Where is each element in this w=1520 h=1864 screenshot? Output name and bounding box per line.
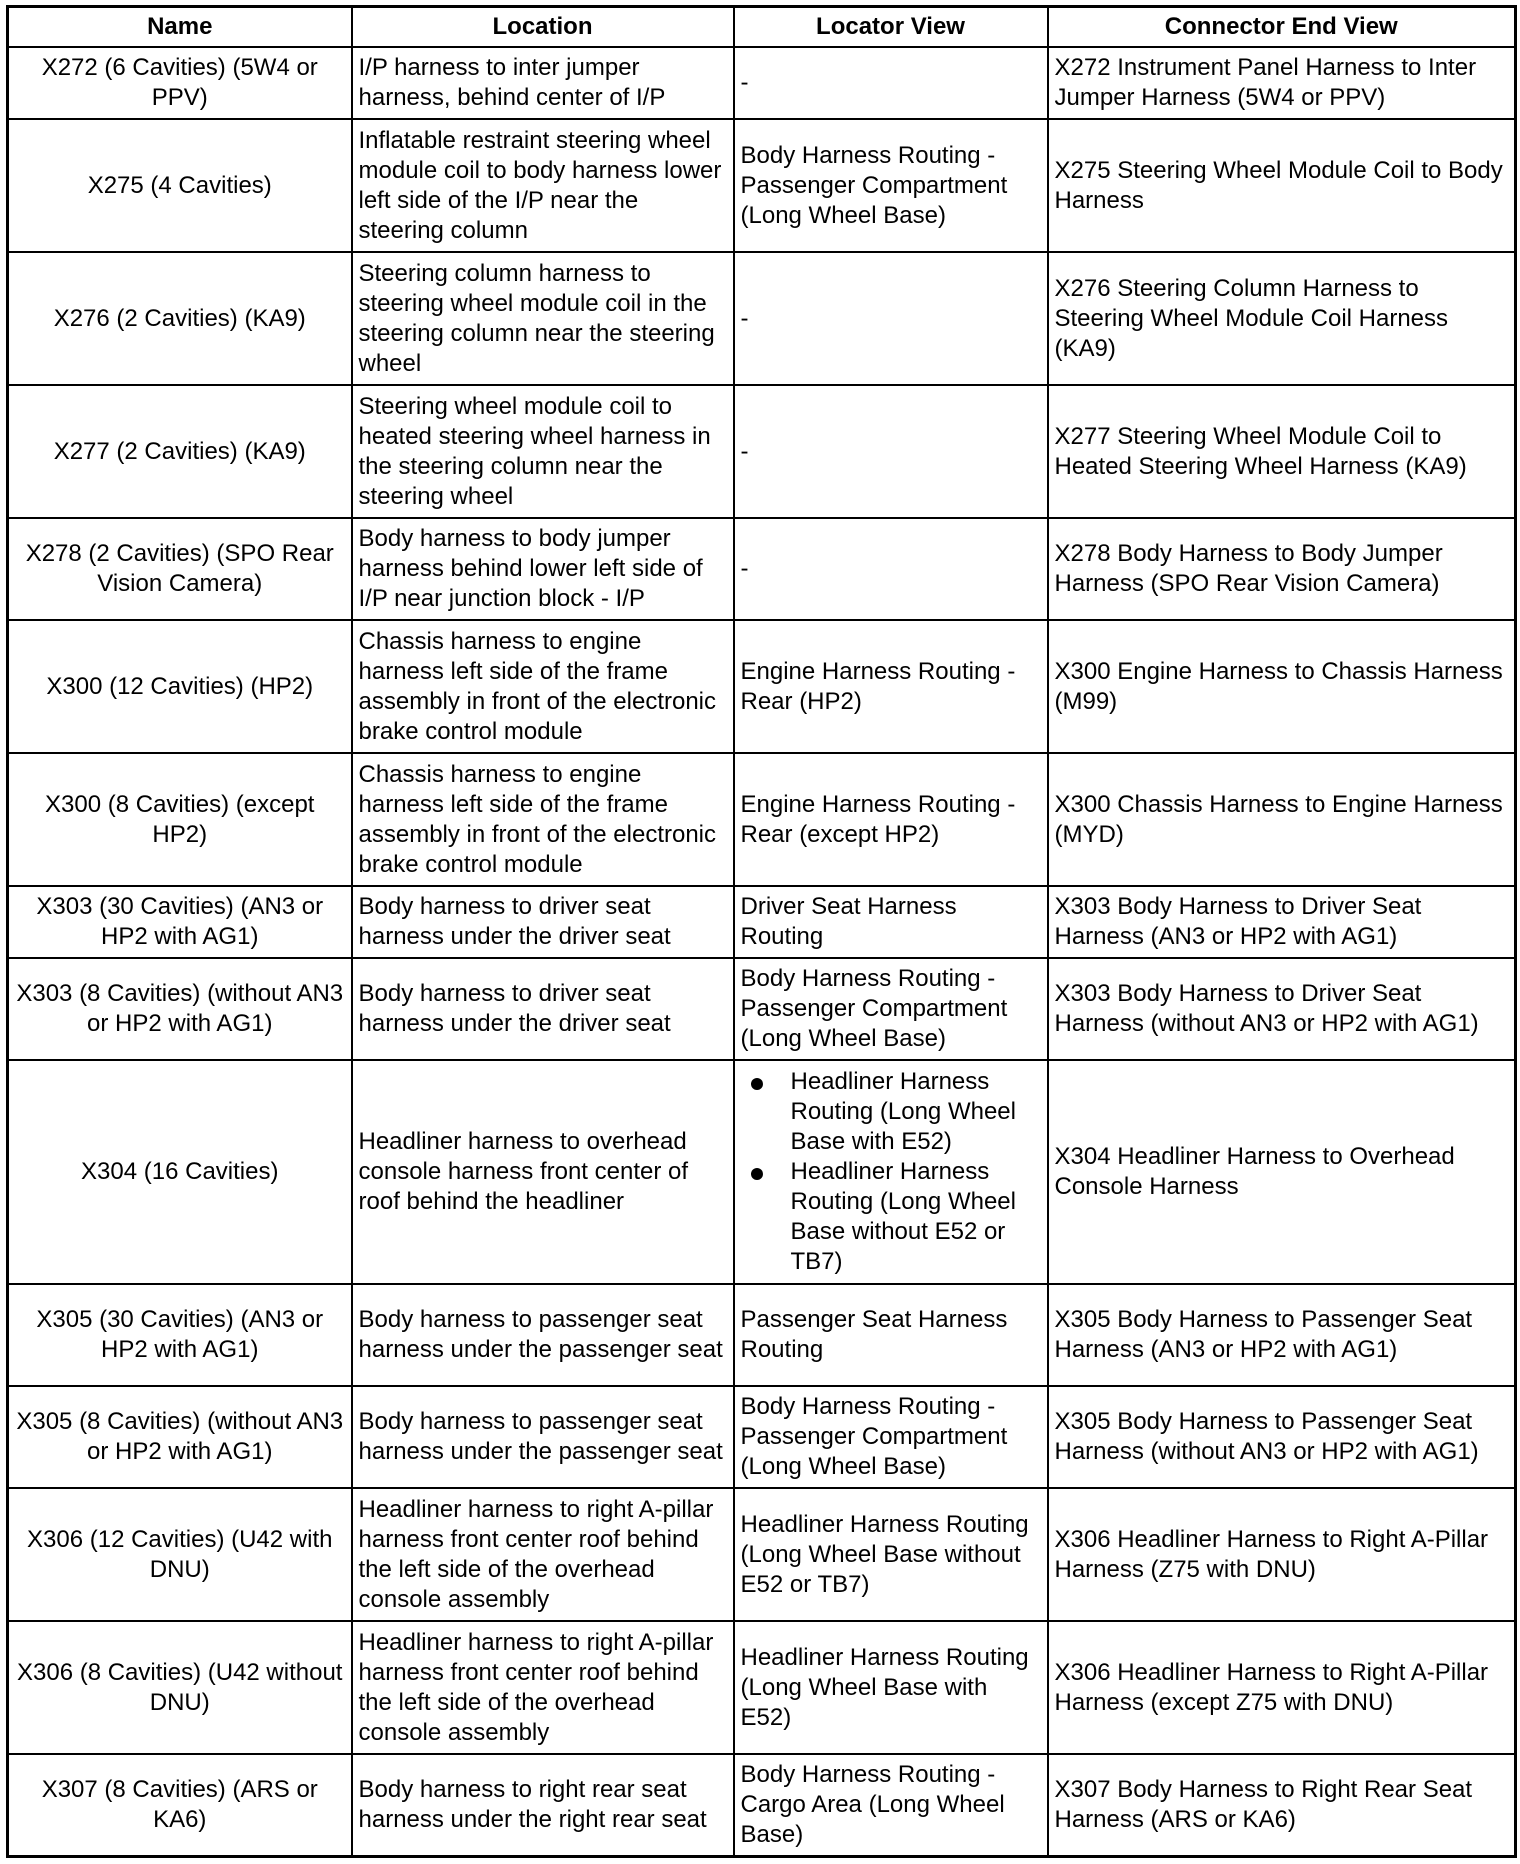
cell-location: Headliner harness to right A-pillar harness front center roof behind the left side of the overhead console assembly bbox=[352, 1621, 734, 1754]
cell-connector-end-view: X305 Body Harness to Passenger Seat Harness (without AN3 or HP2 with AG1) bbox=[1048, 1386, 1516, 1488]
cell-name: X303 (8 Cavities) (without AN3 or HP2 with AG1) bbox=[8, 958, 352, 1060]
table-row bbox=[8, 119, 1516, 252]
cell-location: Body harness to body jumper harness behind lower left side of I/P near junction block - I/P bbox=[352, 518, 734, 620]
header-connector-end-view: Connector End View bbox=[1048, 7, 1516, 48]
table-row bbox=[8, 47, 1516, 119]
cell-locator-view: Passenger Seat Harness Routing bbox=[734, 1284, 1048, 1386]
cell-location: Steering column harness to steering wheel module coil in the steering column near the steering wheel bbox=[352, 252, 734, 385]
cell-name: X303 (30 Cavities) (AN3 or HP2 with AG1) bbox=[8, 886, 352, 958]
table-row bbox=[8, 1488, 1516, 1621]
cell-connector-end-view: X306 Headliner Harness to Right A-Pillar Harness (Z75 with DNU) bbox=[1048, 1488, 1516, 1621]
cell-locator-view bbox=[734, 1060, 1048, 1284]
table-row bbox=[8, 1284, 1516, 1386]
cell-name: X278 (2 Cavities) (SPO Rear Vision Camera) bbox=[8, 518, 352, 620]
cell-location: Body harness to right rear seat harness under the right rear seat bbox=[352, 1754, 734, 1856]
table-row bbox=[8, 1060, 1516, 1284]
cell-connector-end-view: X300 Engine Harness to Chassis Harness (M99) bbox=[1048, 620, 1516, 753]
cell-name: X275 (4 Cavities) bbox=[8, 119, 352, 252]
cell-location: Body harness to passenger seat harness under the passenger seat bbox=[352, 1386, 734, 1488]
table-row bbox=[8, 753, 1516, 886]
cell-locator-view: Body Harness Routing - Passenger Compartment (Long Wheel Base) bbox=[734, 958, 1048, 1060]
list-item bbox=[791, 1157, 1041, 1277]
cell-connector-end-view: X272 Instrument Panel Harness to Inter Jumper Harness (5W4 or PPV) bbox=[1048, 47, 1516, 119]
table-row bbox=[8, 385, 1516, 518]
table-row bbox=[8, 886, 1516, 958]
table-row bbox=[8, 1621, 1516, 1754]
cell-name: X305 (8 Cavities) (without AN3 or HP2 with AG1) bbox=[8, 1386, 352, 1488]
cell-name: X306 (12 Cavities) (U42 with DNU) bbox=[8, 1488, 352, 1621]
cell-name: X300 (8 Cavities) (except HP2) bbox=[8, 753, 352, 886]
cell-connector-end-view: X303 Body Harness to Driver Seat Harness (without AN3 or HP2 with AG1) bbox=[1048, 958, 1516, 1060]
cell-connector-end-view: X305 Body Harness to Passenger Seat Harness (AN3 or HP2 with AG1) bbox=[1048, 1284, 1516, 1386]
header-locator-view: Locator View bbox=[734, 7, 1048, 48]
cell-location: Body harness to driver seat harness under the driver seat bbox=[352, 958, 734, 1060]
cell-locator-view: - bbox=[734, 518, 1048, 620]
cell-location: Chassis harness to engine harness left side of the frame assembly in front of the electronic brake control module bbox=[352, 753, 734, 886]
bullet-icon bbox=[751, 1168, 763, 1180]
connector-table bbox=[6, 5, 1517, 1858]
cell-name: X272 (6 Cavities) (5W4 or PPV) bbox=[8, 47, 352, 119]
cell-connector-end-view: X275 Steering Wheel Module Coil to Body Harness bbox=[1048, 119, 1516, 252]
cell-name: X277 (2 Cavities) (KA9) bbox=[8, 385, 352, 518]
cell-location: Chassis harness to engine harness left side of the frame assembly in front of the electronic brake control module bbox=[352, 620, 734, 753]
bullet-icon bbox=[751, 1078, 763, 1090]
table-row bbox=[8, 1754, 1516, 1856]
cell-location: Body harness to passenger seat harness under the passenger seat bbox=[352, 1284, 734, 1386]
cell-location: Inflatable restraint steering wheel module coil to body harness lower left side of the I/P near the steering column bbox=[352, 119, 734, 252]
cell-location: Steering wheel module coil to heated steering wheel harness in the steering column near the steering wheel bbox=[352, 385, 734, 518]
cell-locator-view: Engine Harness Routing - Rear (HP2) bbox=[734, 620, 1048, 753]
cell-connector-end-view: X277 Steering Wheel Module Coil to Heated Steering Wheel Harness (KA9) bbox=[1048, 385, 1516, 518]
cell-name: X307 (8 Cavities) (ARS or KA6) bbox=[8, 1754, 352, 1856]
cell-locator-view: Engine Harness Routing - Rear (except HP2) bbox=[734, 753, 1048, 886]
cell-connector-end-view: X278 Body Harness to Body Jumper Harness (SPO Rear Vision Camera) bbox=[1048, 518, 1516, 620]
cell-locator-view: Body Harness Routing - Cargo Area (Long Wheel Base) bbox=[734, 1754, 1048, 1856]
list-item-text: Headliner Harness Routing (Long Wheel Base without E52 or TB7) bbox=[790, 1158, 1016, 1275]
cell-locator-view: Body Harness Routing - Passenger Compartment (Long Wheel Base) bbox=[734, 1386, 1048, 1488]
cell-connector-end-view: X303 Body Harness to Driver Seat Harness (AN3 or HP2 with AG1) bbox=[1048, 886, 1516, 958]
cell-locator-view: - bbox=[734, 47, 1048, 119]
header-row bbox=[8, 7, 1516, 48]
cell-connector-end-view: X276 Steering Column Harness to Steering Wheel Module Coil Harness (KA9) bbox=[1048, 252, 1516, 385]
cell-locator-view: Headliner Harness Routing (Long Wheel Base without E52 or TB7) bbox=[734, 1488, 1048, 1621]
table-row bbox=[8, 620, 1516, 753]
table-row bbox=[8, 252, 1516, 385]
table-row bbox=[8, 1386, 1516, 1488]
cell-location: Body harness to driver seat harness under the driver seat bbox=[352, 886, 734, 958]
cell-location: I/P harness to inter jumper harness, behind center of I/P bbox=[352, 47, 734, 119]
cell-name: X306 (8 Cavities) (U42 without DNU) bbox=[8, 1621, 352, 1754]
locator-view-list bbox=[741, 1067, 1041, 1277]
cell-connector-end-view: X304 Headliner Harness to Overhead Console Harness bbox=[1048, 1060, 1516, 1284]
header-location: Location bbox=[352, 7, 734, 48]
list-item-text: Headliner Harness Routing (Long Wheel Base with E52) bbox=[790, 1068, 1016, 1155]
list-item bbox=[791, 1067, 1041, 1157]
cell-connector-end-view: X300 Chassis Harness to Engine Harness (MYD) bbox=[1048, 753, 1516, 886]
cell-locator-view: Body Harness Routing - Passenger Compartment (Long Wheel Base) bbox=[734, 119, 1048, 252]
cell-locator-view: - bbox=[734, 385, 1048, 518]
header-name: Name bbox=[8, 7, 352, 48]
cell-location: Headliner harness to overhead console harness front center of roof behind the headliner bbox=[352, 1060, 734, 1284]
cell-name: X276 (2 Cavities) (KA9) bbox=[8, 252, 352, 385]
cell-location: Headliner harness to right A-pillar harness front center roof behind the left side of the overhead console assembly bbox=[352, 1488, 734, 1621]
cell-locator-view: - bbox=[734, 252, 1048, 385]
cell-name: X304 (16 Cavities) bbox=[8, 1060, 352, 1284]
table-row bbox=[8, 958, 1516, 1060]
cell-locator-view: Headliner Harness Routing (Long Wheel Base with E52) bbox=[734, 1621, 1048, 1754]
cell-locator-view: Driver Seat Harness Routing bbox=[734, 886, 1048, 958]
cell-connector-end-view: X307 Body Harness to Right Rear Seat Harness (ARS or KA6) bbox=[1048, 1754, 1516, 1856]
cell-name: X305 (30 Cavities) (AN3 or HP2 with AG1) bbox=[8, 1284, 352, 1386]
cell-connector-end-view: X306 Headliner Harness to Right A-Pillar Harness (except Z75 with DNU) bbox=[1048, 1621, 1516, 1754]
cell-name: X300 (12 Cavities) (HP2) bbox=[8, 620, 352, 753]
table-row bbox=[8, 518, 1516, 620]
